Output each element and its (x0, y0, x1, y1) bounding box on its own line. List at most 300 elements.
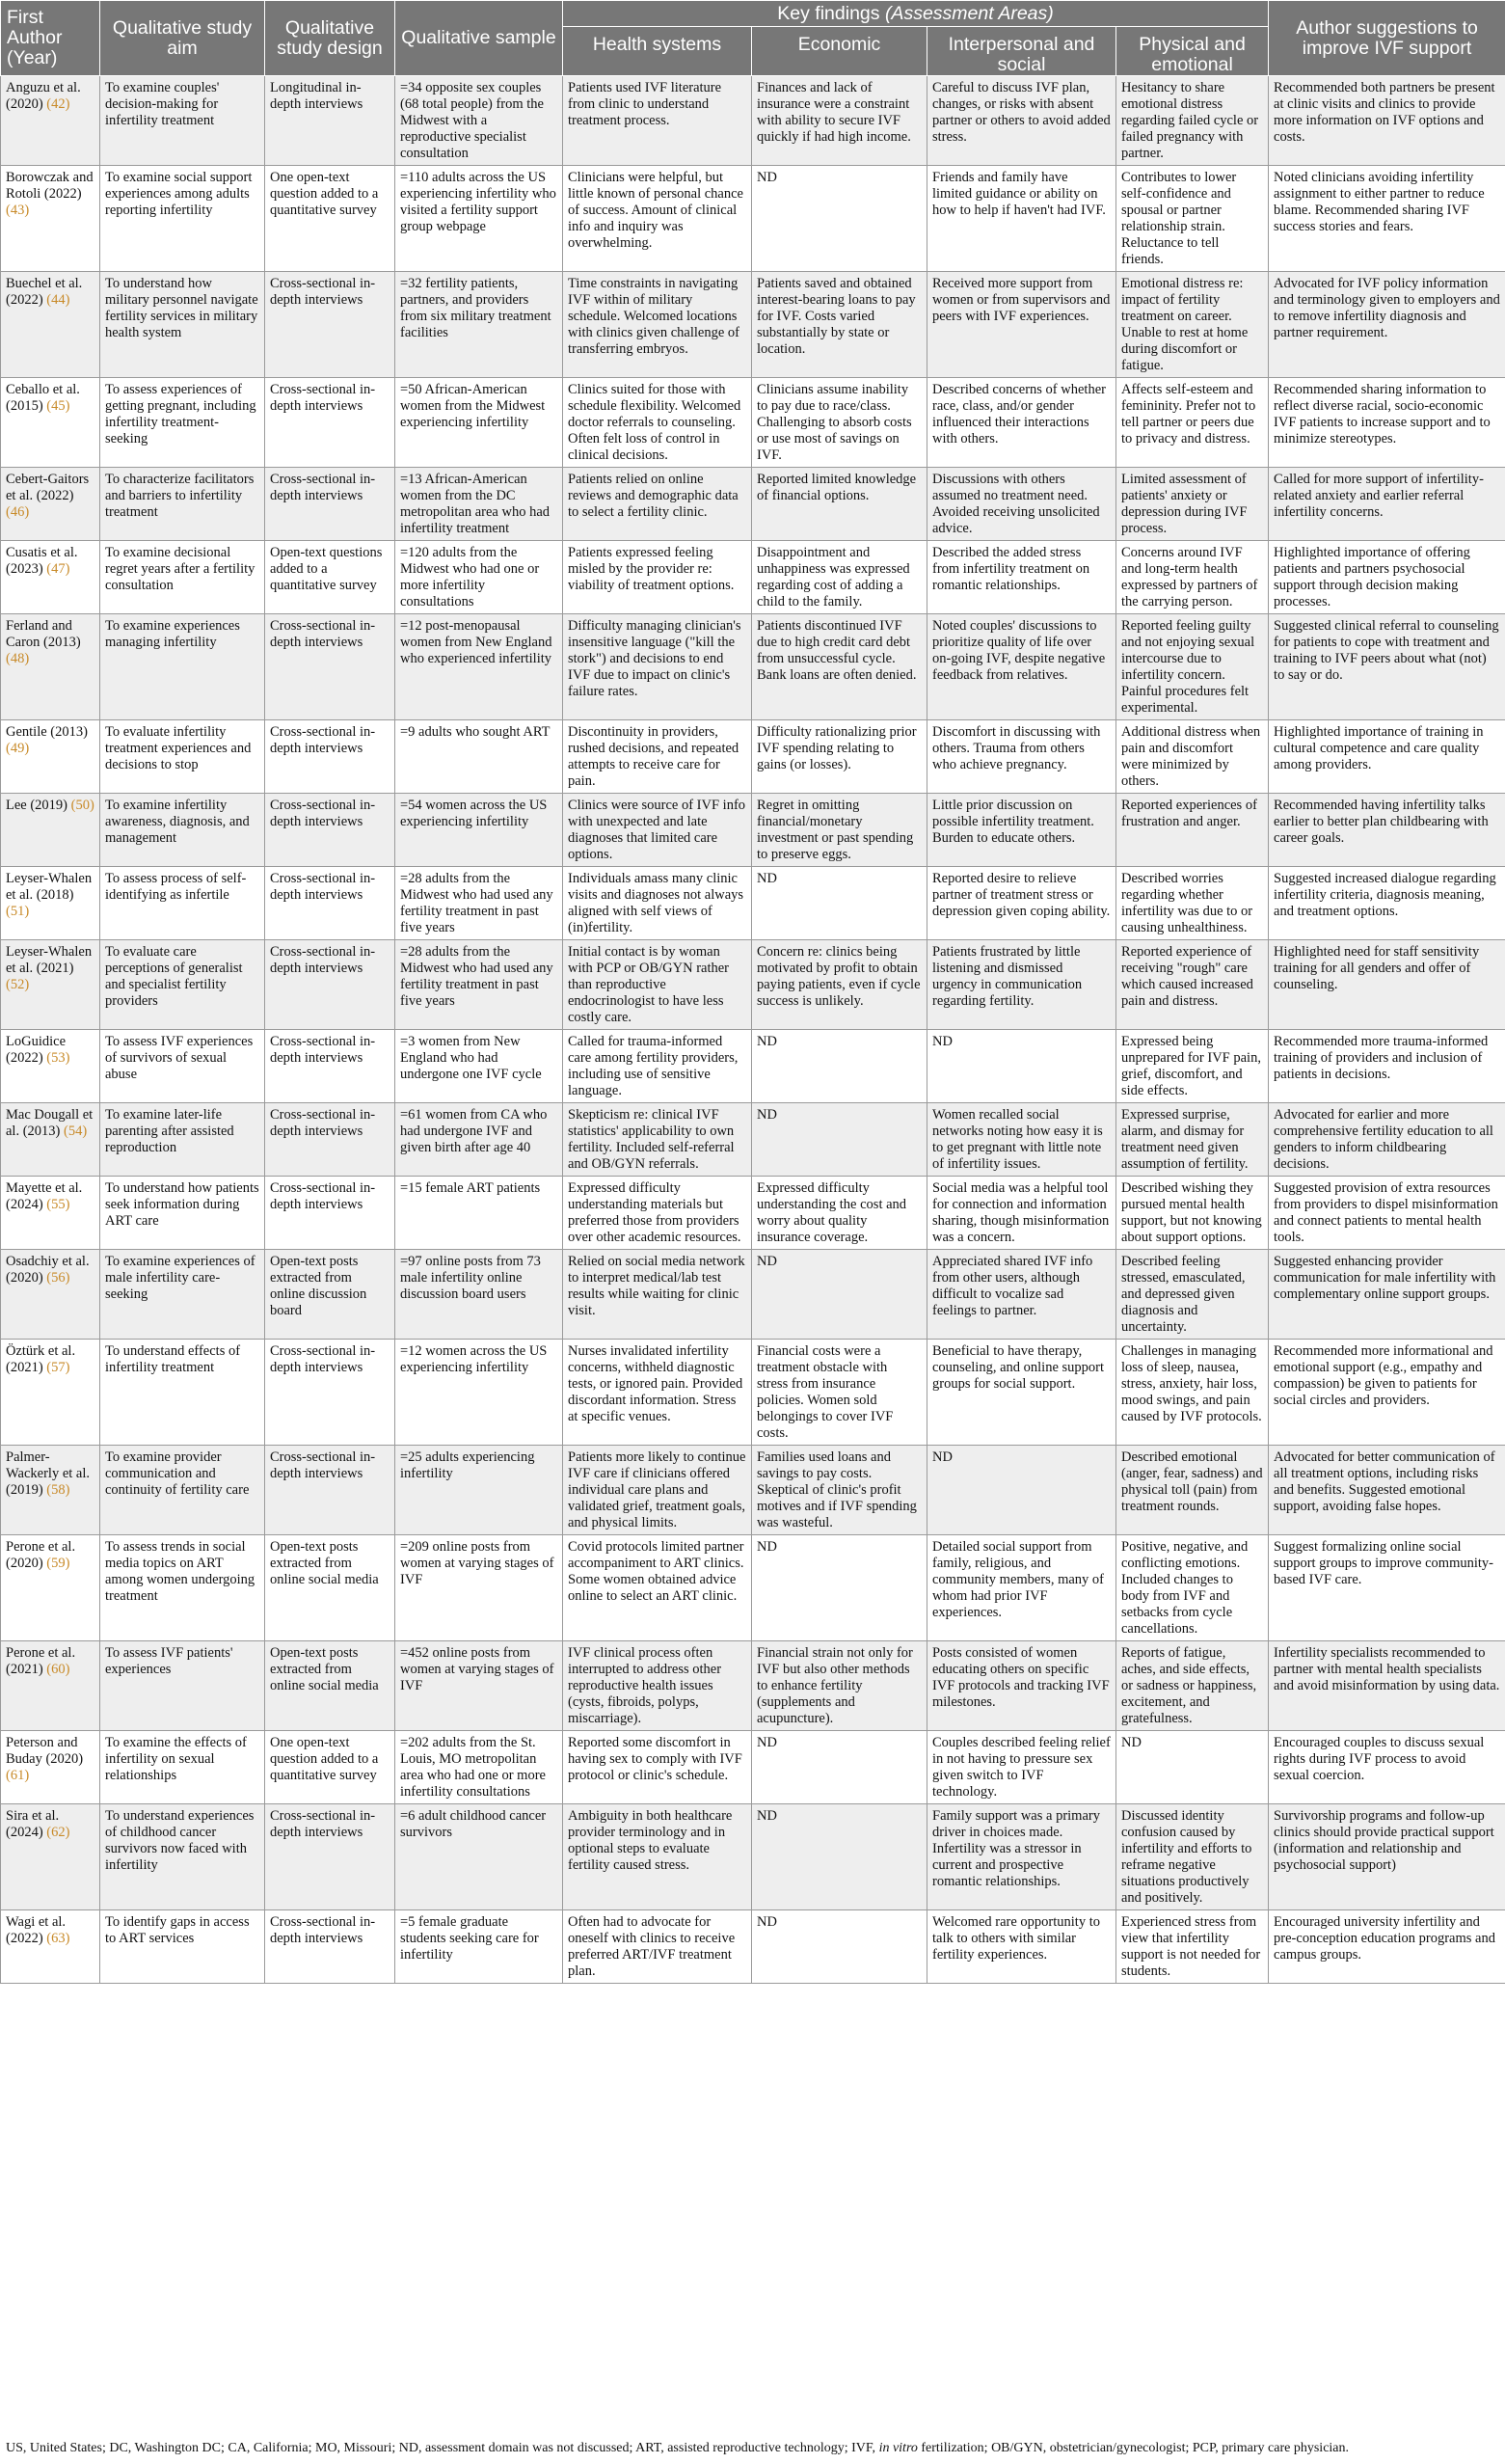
interpersonal-social-cell (927, 541, 1116, 614)
interpersonal-social-cell (927, 1535, 1116, 1641)
economic-text: Expressed difficulty understanding the cost and worry about quality insurance coverage. (757, 1180, 907, 1245)
reference-link[interactable]: (63) (46, 1931, 70, 1946)
interpersonal-text: Careful to discuss IVF plan, changes, or risks with absent partner or others to avoid added stress. (932, 80, 1111, 145)
study-aim-cell (100, 1340, 265, 1446)
economic-cell (752, 1535, 927, 1641)
study-aim-cell (100, 272, 265, 378)
design-text: Cross-sectional in-depth interviews (270, 618, 376, 650)
author-text: Osadchiy et al. (2020) (6, 1254, 90, 1286)
physical-text: Described wishing they pursued mental health support, but not knowing about support options. (1121, 1180, 1262, 1245)
reference-link[interactable]: (51) (6, 904, 30, 919)
author-text: Cebert-Gaitors et al. (2022) (6, 472, 90, 503)
aim-text: To assess experiences of getting pregnant, including infertility treatment-seeking (105, 382, 256, 447)
economic-cell (752, 541, 927, 614)
interpersonal-text: Posts consisted of women educating others on specific IVF protocols and tracking IVF milestones. (932, 1645, 1110, 1710)
economic-text: ND (757, 1735, 777, 1750)
physical-emotional-cell (1116, 1910, 1269, 1984)
sample-cell (395, 1030, 563, 1103)
reference-link[interactable]: (61) (6, 1768, 30, 1783)
economic-cell (752, 1910, 927, 1984)
sample-cell (395, 1250, 563, 1340)
health-text: Patients used IVF literature from clinic to understand treatment process. (568, 80, 722, 128)
interpersonal-social-cell (927, 1731, 1116, 1804)
study-design-cell (265, 1177, 395, 1250)
economic-cell (752, 272, 927, 378)
health-systems-cell (563, 1177, 752, 1250)
aim-text: To examine infertility awareness, diagnosis, and management (105, 798, 250, 846)
economic-text: ND (757, 1808, 777, 1824)
study-design-cell (265, 1030, 395, 1103)
sample-text: =28 adults from the Midwest who had used any fertility treatment in past five years (400, 871, 553, 935)
table-footnote: US, United States; DC, Washington DC; CA, California; MO, Missouri; ND, assessment domain was not discussed; ART, assisted reproductive technology; IVF, in vitro fertilization; OB/GYN, obstetrician/gynecologist; PCP, primary care physician. (6, 2441, 1350, 2455)
aim-text: To examine the effects of infertility on sexual relationships (105, 1735, 247, 1783)
design-text: Cross-sectional in-depth interviews (270, 1343, 376, 1375)
economic-text: Patients saved and obtained interest-bearing loans to pay for IVF. Costs varied substantially by state or location. (757, 276, 916, 357)
sample-text: =3 women from New England who had undergone one IVF cycle (400, 1034, 542, 1082)
economic-cell (752, 1030, 927, 1103)
sample-cell (395, 614, 563, 720)
first-author-cell (1, 1910, 100, 1984)
reference-link[interactable]: (46) (6, 504, 30, 520)
health-systems-cell (563, 1910, 752, 1984)
economic-cell (752, 1446, 927, 1535)
interpersonal-text: Noted couples' discussions to prioritize quality of life over on-going IVF, despite negative feedback from relatives. (932, 618, 1106, 683)
first-author-cell (1, 794, 100, 867)
reference-link[interactable]: (57) (46, 1360, 70, 1375)
physical-text: Expressed surprise, alarm, and dismay for treatment need given assumption of fertility. (1121, 1107, 1249, 1172)
economic-text: ND (757, 871, 777, 886)
economic-cell (752, 378, 927, 468)
suggestions-text: Suggested provision of extra resources from providers to dispel misinformation and connect patients to mental health tools. (1274, 1180, 1498, 1245)
aim-text: To examine later-life parenting after assisted reproduction (105, 1107, 234, 1155)
reference-link[interactable]: (59) (46, 1556, 70, 1571)
design-text: Cross-sectional in-depth interviews (270, 1034, 376, 1066)
sample-cell (395, 940, 563, 1030)
study-aim-cell (100, 720, 265, 794)
economic-cell (752, 614, 927, 720)
table-row (1, 614, 1505, 720)
first-author-cell (1, 1177, 100, 1250)
design-text: Cross-sectional in-depth interviews (270, 1808, 376, 1840)
table-body (1, 76, 1505, 1984)
author-suggestions-cell (1269, 541, 1505, 614)
author-suggestions-cell (1269, 1641, 1505, 1731)
study-design-cell (265, 720, 395, 794)
design-text: Open-text posts extracted from online social media (270, 1645, 379, 1693)
physical-text: Reports of fatigue, aches, and side effects, or sadness or happiness, excitement, and gratefulness. (1121, 1645, 1257, 1726)
physical-text: ND (1121, 1735, 1142, 1750)
header-study-design: Qualitative study design (265, 1, 395, 76)
interpersonal-text: Beneficial to have therapy, counseling, and online support groups for social support. (932, 1343, 1105, 1392)
health-systems-cell (563, 1641, 752, 1731)
suggestions-text: Noted clinicians avoiding infertility assignment to either partner to reduce blame. Recommended sharing IVF success stories and fears. (1274, 170, 1485, 234)
suggestions-text: Encouraged university infertility and pre-conception education programs and campus groups. (1274, 1914, 1495, 1963)
sample-text: =28 adults from the Midwest who had used any fertility treatment in past five years (400, 944, 553, 1009)
interpersonal-social-cell (927, 1340, 1116, 1446)
physical-emotional-cell (1116, 272, 1269, 378)
author-text: Peterson and Buday (2020) (6, 1735, 84, 1767)
study-design-cell (265, 468, 395, 541)
study-design-cell (265, 378, 395, 468)
author-text: Gentile (2013) (6, 724, 88, 740)
study-design-cell (265, 272, 395, 378)
table-row (1, 720, 1505, 794)
suggestions-text: Suggested increased dialogue regarding infertility criteria, diagnosis meaning, and treatment options. (1274, 871, 1496, 919)
table-row (1, 1177, 1505, 1250)
study-design-cell (265, 1103, 395, 1177)
health-text: Patients expressed feeling misled by the provider re: viability of treatment options. (568, 545, 735, 593)
reference-link[interactable]: (62) (46, 1825, 70, 1840)
economic-cell (752, 794, 927, 867)
author-text: Perone et al. (2020) (6, 1539, 76, 1571)
interpersonal-social-cell (927, 1910, 1116, 1984)
sample-cell (395, 76, 563, 166)
table-row (1, 1250, 1505, 1340)
reference-link[interactable]: (48) (6, 651, 30, 666)
economic-text: Disappointment and unhappiness was expressed regarding cost of adding a child to the family. (757, 545, 910, 609)
author-text: LoGuidice (2022) (6, 1034, 67, 1066)
sample-cell (395, 541, 563, 614)
author-suggestions-cell (1269, 1446, 1505, 1535)
study-design-cell (265, 1731, 395, 1804)
sample-cell (395, 468, 563, 541)
study-aim-cell (100, 378, 265, 468)
economic-cell (752, 1804, 927, 1910)
reference-link[interactable]: (60) (46, 1662, 70, 1677)
economic-text: Clinicians assume inability to pay due to race/class. Challenging to absorb costs or use most of savings on IVF. (757, 382, 912, 463)
study-design-cell (265, 794, 395, 867)
economic-text: ND (757, 1914, 777, 1930)
health-text: Nurses invalidated infertility concerns, withheld diagnostic tests, or ignored pain. Provided discordant information. Stress at specific venues. (568, 1343, 743, 1424)
suggestions-text: Suggested enhancing provider communication for male infertility with complementary online support groups. (1274, 1254, 1496, 1302)
economic-text: Financial strain not only for IVF but also other methods to enhance fertility (supplements and acupuncture). (757, 1645, 913, 1726)
physical-emotional-cell (1116, 1340, 1269, 1446)
health-systems-cell (563, 1030, 752, 1103)
economic-text: ND (757, 1034, 777, 1049)
health-systems-cell (563, 720, 752, 794)
design-text: Open-text questions added to a quantitative survey (270, 545, 383, 593)
interpersonal-text: Couples described feeling relief in not having to pressure sex given switch to IVF technology. (932, 1735, 1111, 1800)
physical-text: Reported experience of receiving "rough" care which caused increased pain and distress. (1121, 944, 1253, 1009)
author-suggestions-cell (1269, 1535, 1505, 1641)
economic-text: Finances and lack of insurance were a constraint with ability to secure IVF quickly if had high income. (757, 80, 911, 145)
study-aim-cell (100, 1731, 265, 1804)
interpersonal-social-cell (927, 614, 1116, 720)
reference-link[interactable]: (58) (46, 1482, 70, 1498)
health-text: Time constraints in navigating IVF within of military schedule. Welcomed locations with clinics given challenge of transferring embryos. (568, 276, 739, 357)
study-aim-cell (100, 76, 265, 166)
study-aim-cell (100, 1641, 265, 1731)
interpersonal-text: Described concerns of whether race, class, and/or gender influenced their interactions with others. (932, 382, 1106, 447)
sample-text: =13 African-American women from the DC metropolitan area who had infertility treatment (400, 472, 551, 536)
header-first-author: First Author (Year) (1, 1, 100, 76)
health-systems-cell (563, 76, 752, 166)
sample-text: =6 adult childhood cancer survivors (400, 1808, 547, 1840)
aim-text: To evaluate infertility treatment experiences and decisions to stop (105, 724, 252, 772)
physical-emotional-cell (1116, 166, 1269, 272)
reference-link[interactable]: (47) (46, 561, 70, 577)
health-text: Expressed difficulty understanding materials but preferred those from providers over other academic resources. (568, 1180, 741, 1245)
interpersonal-text: Patients frustrated by little listening and dismissed urgency in communication regarding fertility. (932, 944, 1083, 1009)
health-text: Often had to advocate for oneself with clinics to receive preferred ART/IVF treatment plan. (568, 1914, 736, 1979)
interpersonal-text: Discomfort in discussing with others. Trauma from others who achieve pregnancy. (932, 724, 1101, 772)
physical-emotional-cell (1116, 867, 1269, 940)
sample-text: =202 adults from the St. Louis, MO metropolitan area who had one or more infertility consultations (400, 1735, 546, 1800)
interpersonal-text: Friends and family have limited guidance or ability on how to help if haven't had IVF. (932, 170, 1106, 218)
economic-text: ND (757, 170, 777, 185)
first-author-cell (1, 76, 100, 166)
physical-emotional-cell (1116, 1250, 1269, 1340)
health-systems-cell (563, 1535, 752, 1641)
author-suggestions-cell (1269, 1731, 1505, 1804)
suggestions-text: Recommended having infertility talks earlier to better plan childbearing with career goals. (1274, 798, 1489, 846)
study-design-cell (265, 76, 395, 166)
economic-text: Difficulty rationalizing prior IVF spending relating to gains (or losses). (757, 724, 917, 772)
aim-text: To examine experiences managing infertility (105, 618, 240, 650)
aim-text: To assess process of self-identifying as infertile (105, 871, 247, 903)
design-text: One open-text question added to a quantitative survey (270, 1735, 379, 1783)
physical-text: Affects self-esteem and femininity. Prefer not to tell partner or peers due to privacy and distress. (1121, 382, 1256, 447)
study-design-cell (265, 1910, 395, 1984)
first-author-cell (1, 1804, 100, 1910)
reference-link[interactable]: (42) (46, 96, 70, 112)
economic-cell (752, 867, 927, 940)
author-suggestions-cell (1269, 1250, 1505, 1340)
first-author-cell (1, 468, 100, 541)
health-systems-cell (563, 1804, 752, 1910)
table-row (1, 1535, 1505, 1641)
study-design-cell (265, 541, 395, 614)
author-suggestions-cell (1269, 614, 1505, 720)
first-author-cell (1, 614, 100, 720)
sample-text: =61 women from CA who had undergone IVF and given birth after age 40 (400, 1107, 548, 1155)
reference-link[interactable]: (45) (46, 398, 70, 414)
sample-cell (395, 794, 563, 867)
health-systems-cell (563, 1250, 752, 1340)
table-row (1, 1030, 1505, 1103)
author-suggestions-cell (1269, 1910, 1505, 1984)
physical-text: Hesitancy to share emotional distress regarding failed cycle or failed pregnancy with partner. (1121, 80, 1259, 161)
physical-emotional-cell (1116, 1103, 1269, 1177)
author-suggestions-cell (1269, 468, 1505, 541)
health-systems-cell (563, 166, 752, 272)
health-systems-cell (563, 1731, 752, 1804)
table-row (1, 1731, 1505, 1804)
aim-text: To understand how patients seek information during ART care (105, 1180, 259, 1229)
physical-emotional-cell (1116, 720, 1269, 794)
study-aim-cell (100, 1177, 265, 1250)
physical-text: Expressed being unprepared for IVF pain, grief, discomfort, and side effects. (1121, 1034, 1261, 1098)
table-row (1, 1641, 1505, 1731)
study-aim-cell (100, 1535, 265, 1641)
aim-text: To understand how military personnel navigate fertility services in military health system (105, 276, 258, 340)
interpersonal-social-cell (927, 940, 1116, 1030)
first-author-cell (1, 1731, 100, 1804)
economic-cell (752, 1340, 927, 1446)
economic-text: ND (757, 1254, 777, 1269)
interpersonal-social-cell (927, 1804, 1116, 1910)
suggestions-text: Highlighted importance of offering patients and partners psychosocial support through decision making processes. (1274, 545, 1470, 609)
sample-cell (395, 720, 563, 794)
health-text: Ambiguity in both healthcare provider terminology and in optional steps to evaluate fertility caused stress. (568, 1808, 733, 1873)
reference-link[interactable]: (49) (6, 741, 30, 756)
health-systems-cell (563, 468, 752, 541)
author-suggestions-cell (1269, 166, 1505, 272)
aim-text: To evaluate care perceptions of generalist and specialist fertility providers (105, 944, 243, 1009)
economic-text: Concern re: clinics being motivated by profit to obtain paying patients, even if cycle success is unlikely. (757, 944, 921, 1009)
suggestions-text: Advocated for earlier and more comprehensive fertility education to all genders to inform childbearing decisions. (1274, 1107, 1493, 1172)
reference-link[interactable]: (55) (46, 1197, 70, 1212)
suggestions-text: Infertility specialists recommended to partner with mental health specialists and avoid misinformation by using data. (1274, 1645, 1500, 1693)
first-author-cell (1, 1340, 100, 1446)
aim-text: To examine decisional regret years after a fertility consultation (105, 545, 255, 593)
suggestions-text: Recommended both partners be present at clinic visits and clinics to provide more information on IVF options and costs. (1274, 80, 1495, 145)
aim-text: To examine provider communication and continuity of fertility care (105, 1449, 250, 1498)
economic-text: Reported limited knowledge of financial options. (757, 472, 917, 503)
health-systems-cell (563, 1340, 752, 1446)
first-author-cell (1, 1446, 100, 1535)
health-text: Called for trauma-informed care among fertility providers, including use of sensitive language. (568, 1034, 739, 1098)
suggestions-text: Recommended more informational and emotional support (e.g., empathy and compassion) be given to patients for social circles and providers. (1274, 1343, 1493, 1408)
first-author-cell (1, 1250, 100, 1340)
health-systems-cell (563, 614, 752, 720)
health-text: Relied on social media network to interpret medical/lab test results while waiting for clinic visit. (568, 1254, 745, 1318)
reference-link[interactable]: (44) (46, 292, 70, 308)
study-aim-cell (100, 867, 265, 940)
author-suggestions-cell (1269, 272, 1505, 378)
first-author-cell (1, 867, 100, 940)
author-suggestions-cell (1269, 794, 1505, 867)
header-economic: Economic (752, 27, 927, 76)
aim-text: To assess IVF patients' experiences (105, 1645, 233, 1677)
interpersonal-social-cell (927, 378, 1116, 468)
physical-text: Positive, negative, and conflicting emotions. Included changes to body from IVF and setbacks from cycle cancellations. (1121, 1539, 1249, 1637)
header-author-suggestions: Author suggestions to improve IVF support (1269, 1, 1505, 76)
economic-cell (752, 1731, 927, 1804)
economic-cell (752, 166, 927, 272)
health-systems-cell (563, 867, 752, 940)
design-text: Cross-sectional in-depth interviews (270, 1449, 376, 1481)
first-author-cell (1, 1030, 100, 1103)
sample-cell (395, 867, 563, 940)
health-systems-cell (563, 940, 752, 1030)
study-aim-cell (100, 1030, 265, 1103)
table-row (1, 794, 1505, 867)
physical-emotional-cell (1116, 1177, 1269, 1250)
study-aim-cell (100, 468, 265, 541)
reference-link[interactable]: (43) (6, 203, 30, 218)
interpersonal-text: Women recalled social networks noting how easy it is to get pregnant with little note of infertility issues. (932, 1107, 1103, 1172)
aim-text: To identify gaps in access to ART services (105, 1914, 250, 1946)
interpersonal-text: Discussions with others assumed no treatment need. Avoided receiving unsolicited advice. (932, 472, 1100, 536)
table-row (1, 378, 1505, 468)
physical-emotional-cell (1116, 1030, 1269, 1103)
interpersonal-social-cell (927, 1030, 1116, 1103)
suggestions-text: Advocated for IVF policy information and terminology given to employers and to remove infertility diagnosis and partner requirement. (1274, 276, 1500, 340)
author-suggestions-cell (1269, 378, 1505, 468)
study-design-cell (265, 1340, 395, 1446)
physical-text: Additional distress when pain and discomfort were minimized by others. (1121, 724, 1261, 789)
interpersonal-social-cell (927, 1446, 1116, 1535)
table-row (1, 1910, 1505, 1984)
economic-text: ND (757, 1107, 777, 1123)
sample-text: =452 online posts from women at varying stages of IVF (400, 1645, 554, 1693)
study-aim-cell (100, 541, 265, 614)
sample-cell (395, 1535, 563, 1641)
author-text: Mac Dougall et al. (2013) (6, 1107, 94, 1139)
study-aim-cell (100, 1804, 265, 1910)
author-text: Buechel et al. (2022) (6, 276, 83, 308)
physical-text: Emotional distress re: impact of fertility treatment on career. Unable to rest at home during discomfort or fatigue. (1121, 276, 1249, 373)
author-suggestions-cell (1269, 867, 1505, 940)
sample-text: =209 online posts from women at varying stages of IVF (400, 1539, 554, 1587)
reference-link[interactable]: (56) (46, 1270, 70, 1286)
author-text: Perone et al. (2021) (6, 1645, 76, 1677)
suggestions-text: Highlighted need for staff sensitivity training for all genders and offer of counseling. (1274, 944, 1480, 992)
suggestions-text: Survivorship programs and follow-up clinics should provide practical support (information and relationship and psychosocial support) (1274, 1808, 1494, 1873)
interpersonal-text: ND (932, 1034, 953, 1049)
author-text: Leyser-Whalen et al. (2018) (6, 871, 93, 903)
study-design-cell (265, 1446, 395, 1535)
reference-link[interactable]: (52) (6, 977, 30, 992)
health-text: Individuals amass many clinic visits and diagnoses not always aligned with self views of (in)fertility. (568, 871, 744, 935)
author-text: Cusatis et al. (2023) (6, 545, 78, 577)
aim-text: To assess trends in social media topics on ART among women undergoing treatment (105, 1539, 255, 1604)
physical-text: Described feeling stressed, emasculated, and depressed given diagnosis and uncertainty. (1121, 1254, 1246, 1335)
sample-text: =5 female graduate students seeking care for infertility (400, 1914, 539, 1963)
economic-cell (752, 1641, 927, 1731)
study-design-cell (265, 1641, 395, 1731)
sample-cell (395, 1731, 563, 1804)
design-text: Open-text posts extracted from online social media (270, 1539, 379, 1587)
author-suggestions-cell (1269, 1340, 1505, 1446)
physical-text: Reported feeling guilty and not enjoying sexual intercourse due to infertility concern. Painful procedures felt experimental. (1121, 618, 1255, 716)
economic-cell (752, 1250, 927, 1340)
interpersonal-social-cell (927, 76, 1116, 166)
economic-text: Families used loans and savings to pay costs. Skeptical of clinic's profit motives and if IVF spending was wasteful. (757, 1449, 917, 1530)
sample-text: =15 female ART patients (400, 1180, 541, 1196)
sample-cell (395, 1177, 563, 1250)
study-design-cell (265, 614, 395, 720)
first-author-cell (1, 940, 100, 1030)
sample-cell (395, 378, 563, 468)
economic-cell (752, 468, 927, 541)
sample-cell (395, 166, 563, 272)
study-aim-cell (100, 1103, 265, 1177)
table-row (1, 272, 1505, 378)
health-systems-cell (563, 794, 752, 867)
health-systems-cell (563, 1103, 752, 1177)
header-sample: Qualitative sample (395, 1, 563, 76)
health-text: Patients more likely to continue IVF care if clinicians offered individual care plans and validated grief, treatment goals, and physical limits. (568, 1449, 746, 1530)
physical-emotional-cell (1116, 794, 1269, 867)
author-suggestions-cell (1269, 720, 1505, 794)
interpersonal-social-cell (927, 166, 1116, 272)
header-study-aim: Qualitative study aim (100, 1, 265, 76)
health-text: Discontinuity in providers, rushed decisions, and repeated attempts to receive care for pain. (568, 724, 739, 789)
sample-text: =25 adults experiencing infertility (400, 1449, 535, 1481)
reference-link[interactable]: (54) (64, 1124, 88, 1139)
reference-link[interactable]: (50) (70, 798, 94, 813)
design-text: Cross-sectional in-depth interviews (270, 472, 376, 503)
interpersonal-text: Welcomed rare opportunity to talk to others with similar fertility experiences. (932, 1914, 1100, 1963)
interpersonal-social-cell (927, 468, 1116, 541)
reference-link[interactable]: (53) (46, 1050, 70, 1066)
table-row (1, 1103, 1505, 1177)
interpersonal-social-cell (927, 1250, 1116, 1340)
sample-text: =32 fertility patients, partners, and providers from six military treatment facilities (400, 276, 551, 340)
design-text: One open-text question added to a quantitative survey (270, 170, 379, 218)
